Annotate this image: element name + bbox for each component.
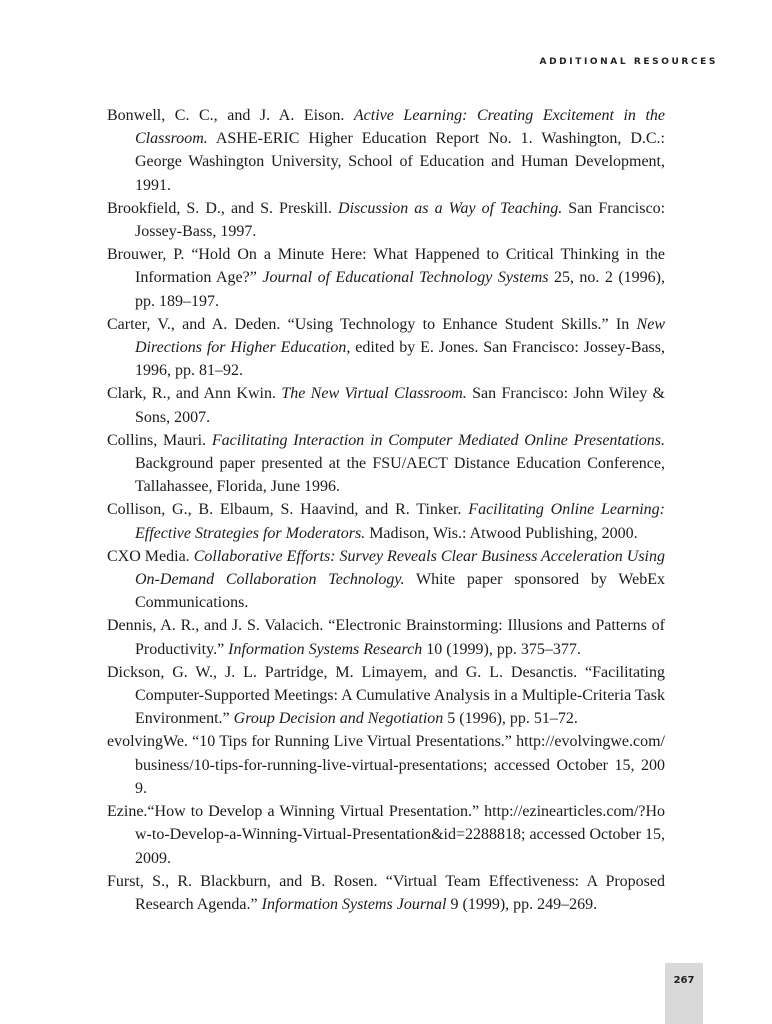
reference-text: ASHE-ERIC Higher Education Report No. 1. Washington, D.C.: George Washington University, School of Education and Human Development, 1991. (135, 130, 665, 194)
reference-text: San Francisco: John Wiley & Sons, 2007. (135, 385, 666, 426)
reference-text: Collins, Mauri. (107, 431, 212, 449)
reference-text: 10 (1999), pp. 375–377. (422, 640, 581, 658)
reference-text: Dennis, A. R., and J. S. Valacich. “Electronic Brainstorming: Illusions and Patterns of Productivity.” (107, 617, 665, 658)
reference-title: Journal of Educational Technology Systems (262, 269, 549, 287)
reference-text: White paper sponsored by WebEx Communications. (135, 571, 666, 612)
reference-text: Ezine.“How to Develop a Winning Virtual Presentation.” http://ezinearticles.com/?How-to-Develop-a-Winning-Virtual-Presentation&id=2288818; accessed October 15, 2009. (107, 803, 665, 867)
reference-text: CXO Media. (107, 547, 194, 565)
reference-entry-clark (107, 382, 665, 428)
reference-title: Discussion as a Way of Teaching. (338, 199, 563, 217)
reference-title: The New Virtual Classroom. (281, 385, 467, 403)
reference-text: Background paper presented at the FSU/AECT Distance Education Conference, Tallahassee, Florida, June 1996. (135, 455, 665, 496)
reference-title: Information Systems Journal (261, 895, 447, 913)
page-number: 267 (673, 975, 695, 986)
reference-title: Group Decision and Negotiation (233, 710, 444, 728)
reference-entry-dennis (107, 614, 665, 660)
reference-text: Brouwer, P. “Hold On a Minute Here: What Happened to Critical Thinking in the Information Age?” (107, 246, 665, 287)
reference-entry-brookfield (107, 197, 665, 243)
reference-entry-evolvingwe (107, 730, 665, 800)
reference-title: Facilitating Interaction in Computer Mediated Online Presentations. (211, 431, 665, 449)
reference-text: Clark, R., and Ann Kwin. (107, 385, 282, 403)
reference-text: Carter, V., and A. Deden. “Using Technology to Enhance Student Skills.” In (107, 315, 637, 333)
reference-entry-ezine (107, 800, 665, 870)
reference-list (107, 104, 665, 916)
reference-entry-furst (107, 870, 665, 916)
reference-text: Dickson, G. W., J. L. Partridge, M. Limayem, and G. L. Desanctis. “Facilitating Computer-Supported Meetings: A Cumulative Analysis in a Multiple-Criteria Task Environment.” (107, 663, 665, 728)
reference-text: 5 (1996), pp. 51–72. (443, 710, 578, 728)
running-head: ADDITIONAL RESOURCES (539, 57, 718, 67)
reference-title: New Directions for Higher Education, (135, 315, 665, 357)
page-number-tab (665, 963, 703, 1024)
reference-text: San Francisco: Jossey-Bass, 1997. (135, 199, 666, 241)
reference-title: Active Learning: Creating Excitement in the Classroom. (135, 107, 665, 148)
reference-entry-bonwell (107, 104, 665, 197)
reference-text: Collison, G., B. Elbaum, S. Haavind, and R. Tinker. (107, 501, 469, 519)
reference-title: Facilitating Online Learning: Effective Strategies for Moderators. (135, 501, 666, 542)
reference-title: Collaborative Efforts: Survey Reveals Clear Business Acceleration Using On-Demand Collaboration Technology. (135, 547, 666, 589)
reference-title: Information Systems Research (228, 640, 423, 658)
reference-entry-dickson (107, 661, 665, 731)
reference-text: 9 (1999), pp. 249–269. (446, 895, 598, 913)
reference-text: edited by E. Jones. San Francisco: Jossey-Bass, 1996, pp. 81–92. (135, 339, 666, 380)
reference-entry-brouwer (107, 243, 665, 313)
reference-text: Brookfield, S. D., and S. Preskill. (107, 199, 339, 217)
reference-text: 25, no. 2 (1996), pp. 189–197. (135, 269, 666, 310)
reference-entry-cxo-media (107, 545, 665, 615)
reference-entry-collison (107, 498, 665, 544)
reference-text: Madison, Wis.: Atwood Publishing, 2000. (365, 524, 638, 542)
reference-text: evolvingWe. “10 Tips for Running Live Virtual Presentations.” http://evolvingwe.com/business/10-tips-for-running-live-virtual-presentations; accessed October 15, 2009. (107, 733, 665, 797)
reference-entry-collins (107, 429, 665, 499)
reference-entry-carter (107, 313, 665, 383)
reference-text: Furst, S., R. Blackburn, and B. Rosen. “Virtual Team Effectiveness: A Proposed Research Agenda.” (107, 872, 665, 913)
reference-text: Bonwell, C. C., and J. A. Eison. (107, 107, 354, 124)
